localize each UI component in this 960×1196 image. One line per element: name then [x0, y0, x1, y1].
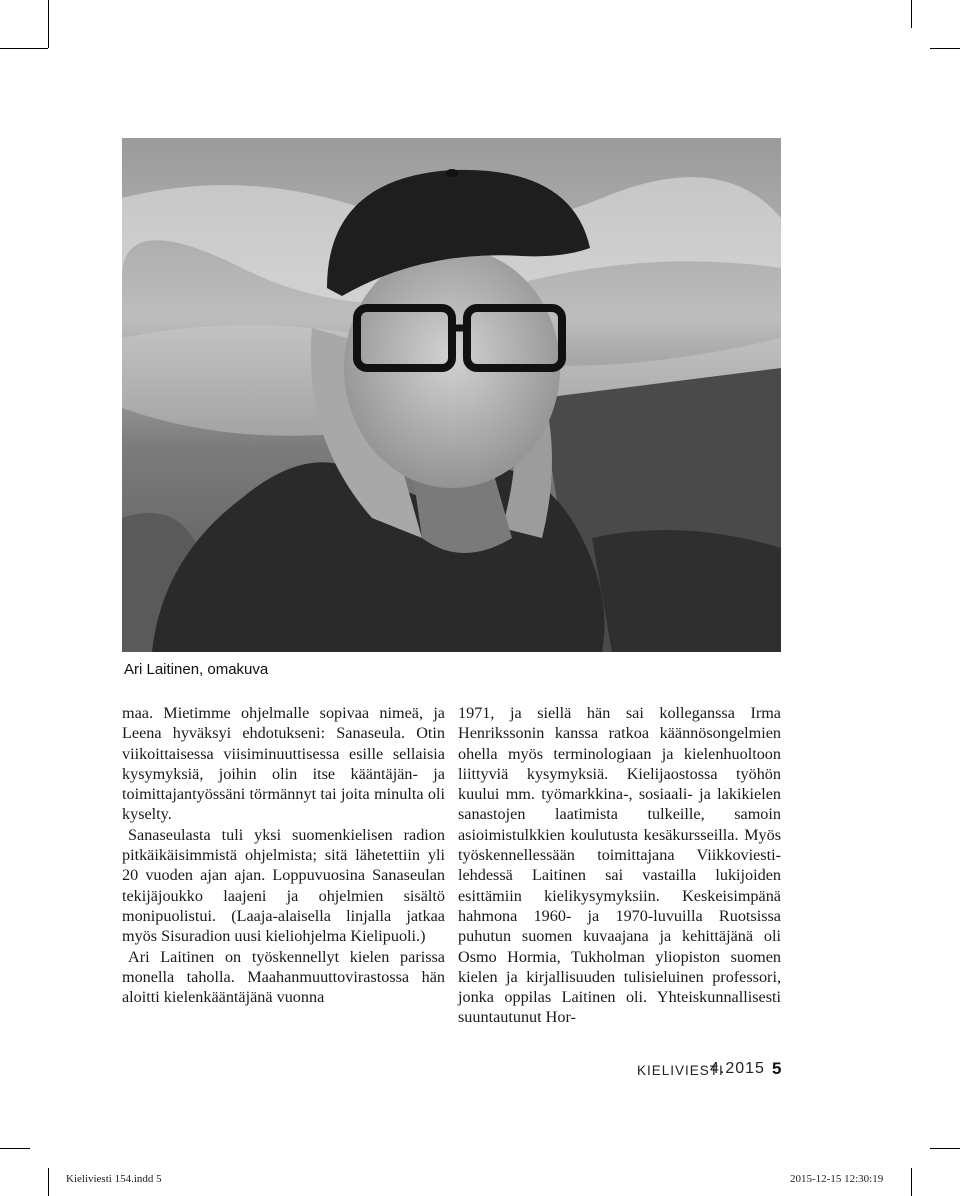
portrait-image: [122, 138, 781, 652]
issue-number: 4.2015: [710, 1060, 765, 1077]
article-column-left: [122, 703, 445, 1007]
paragraph: maa. Mietimme ohjelmalle sopivaa nimeä, ja Leena hyväksyi ehdotukseni: Sanaseula. Otin viikoittaisessa viisiminuuttisessa esille sellaisia kysymyksiä, joihin olin itse kääntäjän- ja toimittajantyössäni törmännyt tai joita minulta oli kyselty.: [122, 704, 445, 824]
print-slug-file: Kieliviesti 154.indd 5: [66, 1173, 162, 1185]
paragraph: 1971, ja siellä hän sai kolleganssa Irma Henrikssonin kanssa ratkoa käännösongelmien ohella myös terminologiaan ja kielenhuoltoon liittyviä kysymyksiä. Kielijaostossa työhön kuului mm. työmarkkina-, sosiaali- ja lakikielen sanastojen laatimista tulkeille, samoin asioimistulkkien koulutusta kesäkursseilla. Myös työskennellessään toimittajana Viikkoviesti-lehdessä Laitinen sai vastailla lukijoiden esittämiin kielikysymyksiin. Keskeisimpänä hahmona 1960- ja 1970-luvuilla Ruotsissa puhutun suomen kuvaajana ja kehittäjänä oli Osmo Hormia, Tukholman yliopiston suomen kielen ja kirjallisuuden tulisieluinen professori, jonka oppilas Laitinen oli. Yhteiskunnallisesti suuntautunut Hor-: [458, 704, 781, 1027]
crop-mark-bottom-right: [911, 1168, 912, 1196]
crop-mark-top-right: [911, 0, 912, 28]
crop-mark-top-right-h: [930, 48, 960, 49]
print-slug-timestamp: 2015-12-15 12:30:19: [790, 1173, 884, 1185]
paragraph: Sanaseulasta tuli yksi suomenkielisen radion pitkäikäisimmistä ohjelmista; sitä lähetettiin yli 20 vuoden ajan ajan. Loppuvuosina Sanaseulan tekijäjoukko laajeni ja ohjelmien sisältö monipuolistui. (Laaja-alaisella linjalla jatkaa myös Sisuradion uusi kieliohjelma Kielipuoli.): [122, 825, 445, 946]
portrait-photo: [122, 138, 781, 652]
photo-caption: Ari Laitinen, omakuva: [124, 661, 269, 678]
paragraph: Ari Laitinen on työskennellyt kielen parissa monella taholla. Maahanmuuttovirastossa hän aloitti kielenkääntäjänä vuonna: [122, 947, 445, 1007]
crop-mark-bottom-left-h: [0, 1148, 30, 1149]
magazine-name: KIELIVIESTI: [637, 1063, 724, 1078]
crop-mark-bottom-right-h: [930, 1148, 960, 1149]
page-number: 5: [772, 1059, 782, 1078]
crop-mark-bottom-left: [48, 1168, 49, 1196]
crop-mark-top-left-h: [0, 48, 48, 49]
crop-mark-top-left: [48, 0, 49, 48]
article-column-right: [458, 703, 781, 1028]
